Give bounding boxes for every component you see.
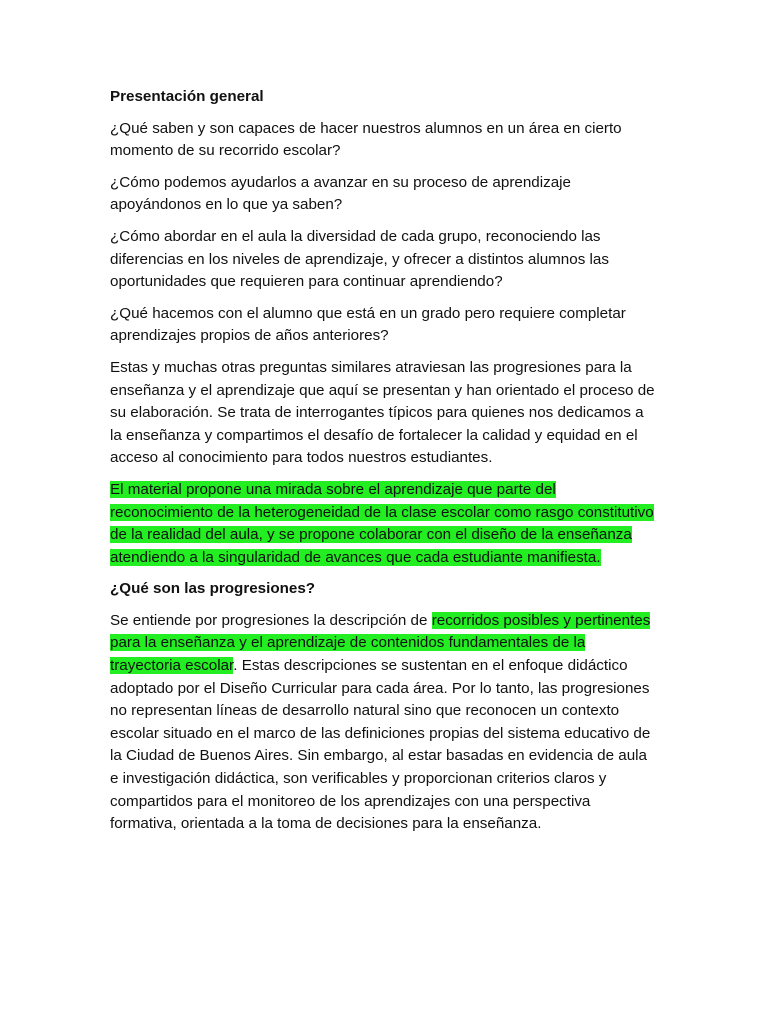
highlighted-text: El material propone una mirada sobre el aprendizaje que parte del reconocimiento de la heterogeneidad de la clase escolar como rasgo constitutivo de la realidad del aula, y se propone colaborar con el diseño de la enseñanza atendiendo a la singularidad de avances que cada estudiante manifiesta. xyxy=(110,480,654,566)
section-title: Presentación general xyxy=(110,88,264,105)
section-subtitle: ¿Qué son las progresiones? xyxy=(110,580,316,598)
question-3: ¿Cómo abordar en el aula la diversidad de cada grupo, reconociendo las diferencias en los niveles de aprendizaje, y ofrecer a distintos alumnos las oportunidades que requieren para continuar aprendiendo? xyxy=(110,227,609,291)
question-1: ¿Qué saben y son capaces de hacer nuestros alumnos en un área en cierto momento de su recorrido escolar? xyxy=(110,119,622,160)
question-2: ¿Cómo podemos ayudarlos a avanzar en su proceso de aprendizaje apoyándonos en lo que ya saben? xyxy=(110,173,571,214)
highlighted-paragraph xyxy=(110,479,658,569)
definition-rest: . Estas descripciones se sustentan en el enfoque didáctico adoptado por el Diseño Curricular para cada área. Por lo tanto, las progresiones no representan líneas de desarrollo natural sino que reconocen un contexto escolar situado en el marco de las definiciones propias del sistema educativo de la Ciudad de Buenos Aires. Sin embargo, al estar basadas en evidencia de aula e investigación didáctica, son verificables y proporcionan criterios claros y compartidos para el monitoreo de los aprendizajes con una perspectiva formativa, orientada a la toma de decisiones para la enseñanza. xyxy=(110,657,651,833)
definition-lead: Se entiende por progresiones la descripción de xyxy=(110,611,432,629)
definition-highlight: recorridos posibles y pertinentes para la enseñanza y el aprendizaje de contenidos fundamentales de la trayectoria escolar xyxy=(110,611,651,675)
definition-paragraph xyxy=(110,610,658,836)
intro-paragraph: Estas y muchas otras preguntas similares atraviesan las progresiones para la enseñanza y el aprendizaje que aquí se presentan y han orientado el proceso de su elaboración. Se trata de interrogantes típicos para quienes nos dedicamos a la enseñanza y compartimos el desafío de fortalecer la calidad y equidad en el acceso al conocimiento para todos nuestros estudiantes. xyxy=(110,358,655,467)
question-4: ¿Qué hacemos con el alumno que está en un grado pero requiere completar aprendizajes propios de años anteriores? xyxy=(110,304,626,345)
document-page xyxy=(110,86,658,845)
